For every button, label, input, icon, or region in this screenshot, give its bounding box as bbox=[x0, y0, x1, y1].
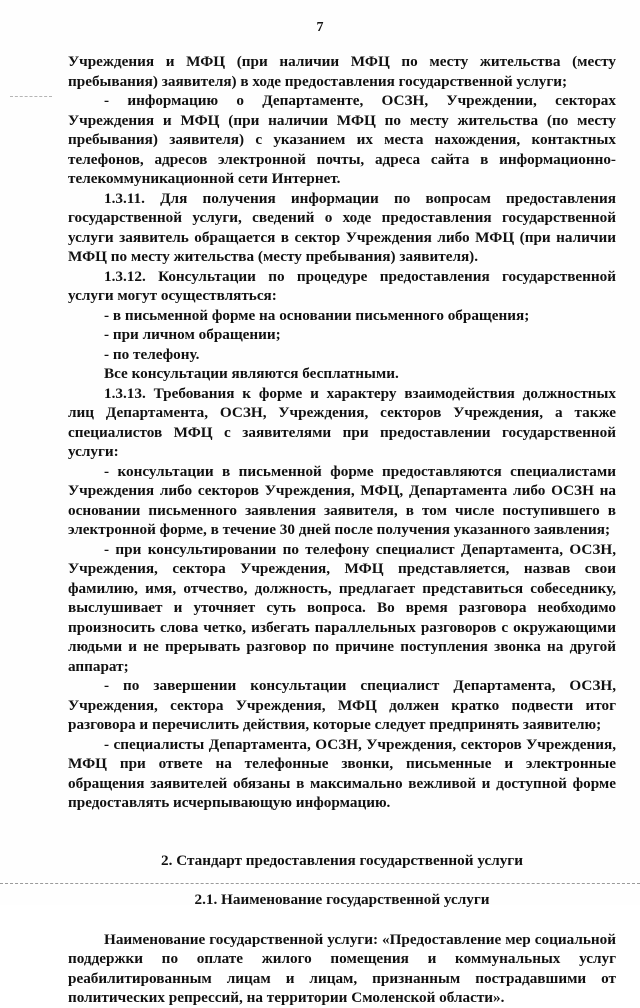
page-number: 7 bbox=[316, 20, 324, 35]
paragraph-1-3-13: 1.3.13. Требования к форме и характеру взаимодействия должностных лиц Департамента, ОСЗН, Учреждения, секторов Учреждения, а также специалистов МФЦ с заявителями при предоставлении государственной услуги: bbox=[68, 384, 616, 460]
list-item-personal: - при личном обращении; bbox=[104, 326, 281, 343]
list-item-consultation-end: - по завершении консультации специалист Департамента, ОСЗН, Учреждения, сектора Учреждения, МФЦ должен кратко подвести итог разговора и перечислить действия, которые следует предпринять заявителю; bbox=[68, 677, 616, 733]
list-item-phone-consulting: - при консультировании по телефону специалист Департамента, ОСЗН, Учреждения, сектора Учреждения, МФЦ представляется, назвав свои фамилию, имя, отчество, должность, предлагает представиться собеседнику, выслушивает и уточняет суть вопроса. Во время разговора необходимо произносить слова четко, избегать параллельных разговоров с окружающими людьми и не прерывать разговор по причине поступления звонка на другой аппарат; bbox=[68, 540, 616, 675]
paragraph-info-departments: - информацию о Департаменте, ОСЗН, Учреждении, секторах Учреждения и МФЦ (при наличии МФЦ по месту жительства (по месту пребывания) заявителя) с указанием их места нахождения, контактных телефонов, адресов электронной почты, адреса сайта в информационно-телекоммуникационной сети Интернет. bbox=[68, 92, 616, 187]
paragraph-1-3-12: 1.3.12. Консультации по процедуре предоставления государственной услуги могут осуществляться: bbox=[68, 267, 616, 304]
document-body bbox=[68, 52, 616, 1008]
subsection-heading: 2.1. Наименование государственной услуги bbox=[194, 891, 490, 908]
list-item-specialists: - специалисты Департамента, ОСЗН, Учреждения, секторов Учреждения, МФЦ при ответе на телефонные звонки, письменные и электронные обращения заявителей обязаны в максимально вежливой и доступной форме предоставлять исчерпывающую информацию. bbox=[68, 735, 616, 811]
paragraph-free-consultations: Все консультации являются бесплатными. bbox=[104, 365, 399, 382]
section-heading: 2. Стандарт предоставления государственной услуги bbox=[161, 851, 523, 869]
paragraph-1-3-11: 1.3.11. Для получения информации по вопросам предоставления государственной услуги, сведений о ходе предоставления государственной услуги заявитель обращается в сектор Учреждения либо МФЦ (при наличии МФЦ по месту жительства (месту пребывания) заявителя). bbox=[68, 189, 616, 265]
list-item-written: - в письменной форме на основании письменного обращения; bbox=[104, 306, 530, 324]
bottom-divider bbox=[0, 883, 640, 884]
margin-mark bbox=[10, 96, 52, 97]
paragraph-continuation: Учреждения и МФЦ (при наличии МФЦ по месту жительства (месту пребывания) заявителя) в ходе предоставления государственной услуги; bbox=[68, 53, 616, 90]
paragraph-service-name: Наименование государственной услуги: «Предоставление мер социальной поддержки по оплате жилого помещения и коммунальных услуг реабилитированным лицам и лицам, признанным пострадавшими от политических репрессий, на территории Смоленской области». bbox=[68, 930, 616, 1006]
list-item-written-consultations: - консультации в письменной форме предоставляются специалистами Учреждения либо секторов Учреждения, МФЦ, Департамента либо ОСЗН на основании письменного заявления заявителя, в том числе поступившего в электронной форме, в течение 30 дней после получения указанного заявления; bbox=[68, 462, 616, 538]
list-item-phone: - по телефону. bbox=[104, 345, 200, 363]
